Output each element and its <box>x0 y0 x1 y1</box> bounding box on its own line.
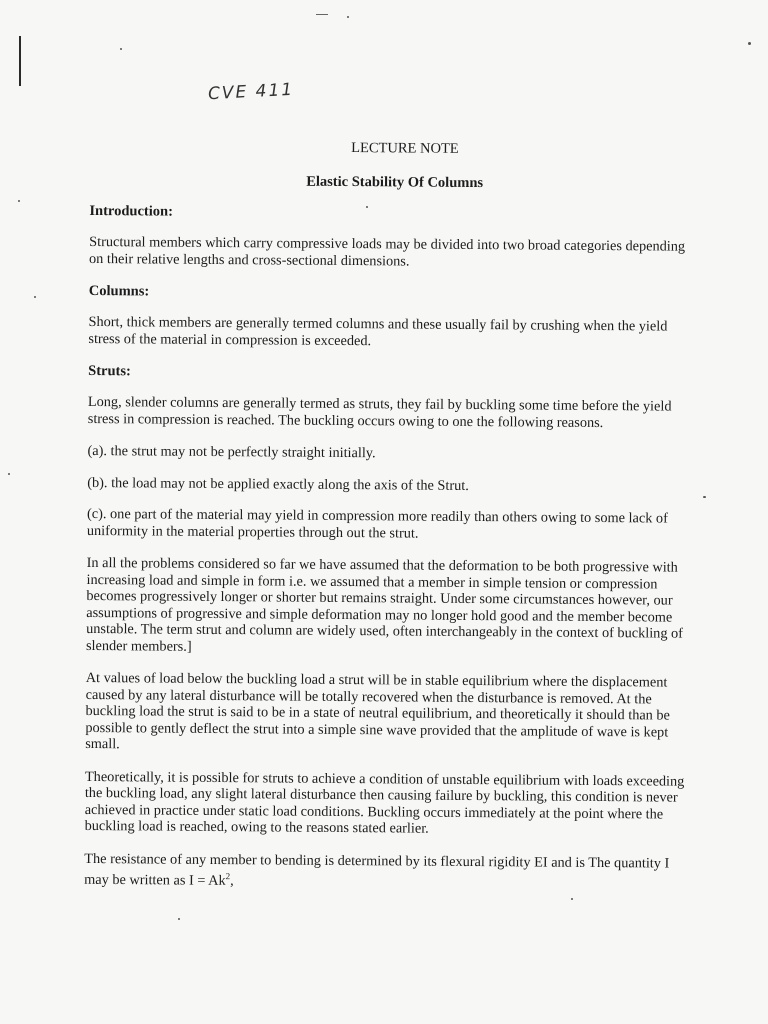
scan-speck <box>703 496 706 498</box>
scan-artifact-dash <box>316 14 328 15</box>
paragraph-flexural-rigidity <box>84 850 684 892</box>
paragraph-equilibrium: At values of load below the buckling load a strut will be in stable equilibrium where the displacement caused by any lateral disturbance will be totally recovered when the disturbance is removed. At the buckling load the strut is said to be in a state of neutral equilibrium, and theoretically it should than be possible to gently deflect the strut into a simple sine wave provided that the amplitude of wave is kept small. <box>85 669 670 753</box>
reason-c: (c). one part of the material may yield in compression more readily than others owing to some lack of uniformity in the material properties through out the strut. <box>86 505 668 542</box>
handwritten-course-code: CVE 411 <box>207 79 295 105</box>
scan-speck <box>120 48 122 50</box>
scan-speck <box>8 473 10 475</box>
superscript-two: 2 <box>225 871 231 882</box>
document-body <box>84 138 690 909</box>
introduction-text: Structural members which carry compressive loads may be divided into two broad categories depending on their relative lengths and cross-sectional dimensions. <box>88 233 686 270</box>
flexural-text: The resistance of any member to bending is determined by its flexural rigidity EI and is The quantity I may be written as I = Ak <box>84 850 670 889</box>
paragraph-deformation: In all the problems considered so far we have assumed that the deformation to be both progressive with increasing load and simple in form i.e. we assumed that a member in simple tension or compression becomes progressively longer or shorter but remains straight. Under some circumstances however, our assumptions of progressive and simple deformation may no longer hold good and the member become unstable. The term strut and column are widely used, often interchangeably in the context of buckling of slender members.] <box>85 554 684 655</box>
scan-speck <box>748 42 751 45</box>
page-title: LECTURE NOTE <box>351 140 459 157</box>
columns-text: Short, thick members are generally termed columns and these usually fail by crushing when the yield stress of the material in compression is exceeded. <box>88 313 668 349</box>
reason-b: (b). the load may not be applied exactly along the axis of the Strut. <box>87 474 469 494</box>
reason-a: (a). the strut may not be perfectly straight initially. <box>87 442 376 462</box>
paragraph-unstable: Theoretically, it is possible for struts to achieve a condition of unstable equilibrium with loads exceeding the buckling load, any slight lateral disturbance then causing failure by buckling, this condition is never achieved in practice under static load conditions. Buckling occurs immediately at the point where the buckling load is reached, owing to the reasons stated earlier. <box>84 768 685 837</box>
flexural-text-end: , <box>230 872 234 889</box>
page-subtitle: Elastic Stability Of Columns <box>306 173 484 192</box>
margin-mark <box>19 36 21 86</box>
struts-heading: Struts: <box>88 362 131 380</box>
introduction-heading: Introduction: <box>89 202 174 220</box>
scan-speck <box>347 16 349 18</box>
columns-heading: Columns: <box>88 282 150 300</box>
struts-text: Long, slender columns are generally termed as struts, they fail by buckling some time before the yield stress in compression is reached. The buckling occurs owing to one the following reasons. <box>87 393 672 431</box>
scan-speck <box>178 918 180 920</box>
scan-speck <box>34 296 36 298</box>
scan-speck <box>18 200 20 202</box>
